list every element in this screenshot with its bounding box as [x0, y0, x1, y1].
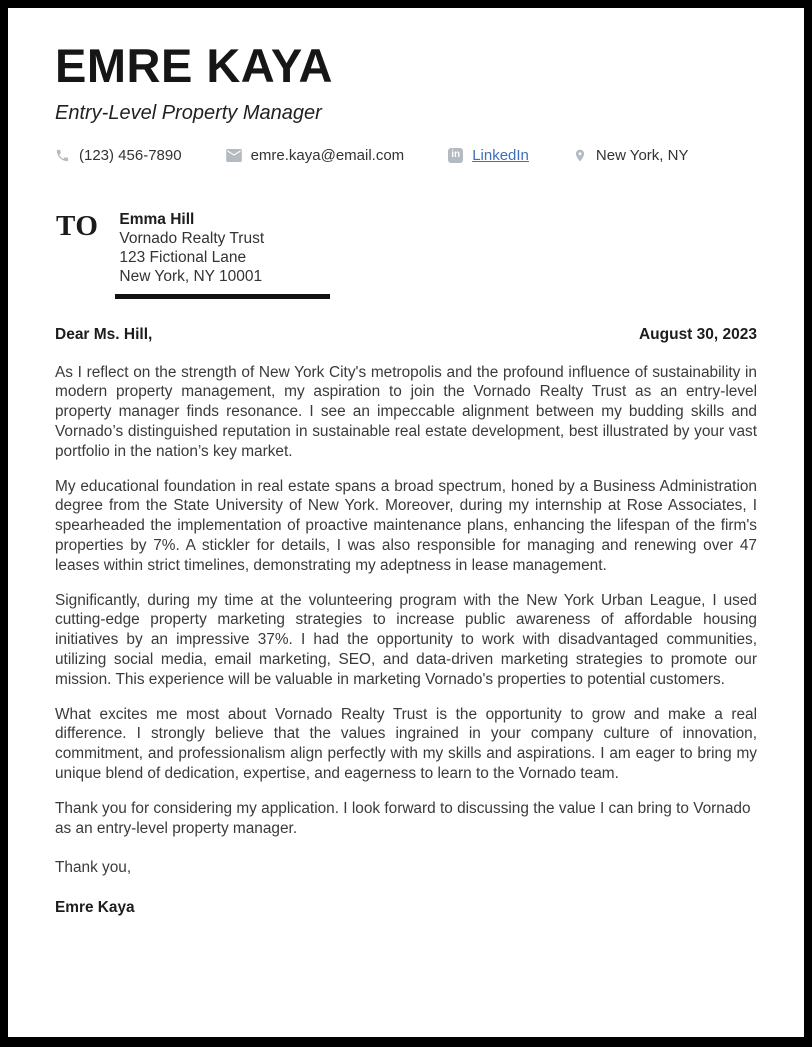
location-text: New York, NY [595, 146, 689, 164]
linkedin-icon: in [448, 148, 463, 163]
body-paragraph: Significantly, during my time at the volunteering program with the New York Urban League, I used cutting-edge property marketing strategies to increase public awareness of affordable housing initiatives by an impressive 37%. I had the opportunity to work with disadvantaged communities, utilizing social media, email marketing, SEO, and data-driven marketing strategies to promote our mission. This experience will be valuable in marketing Vornado's properties to potential customers. [55, 591, 757, 688]
address-underline-rule [115, 294, 330, 299]
letter-date: August 30, 2023 [638, 325, 757, 343]
candidate-job-title: Entry-Level Property Manager [55, 101, 322, 124]
salutation: Dear Ms. Hill, [55, 325, 153, 343]
body-paragraph: As I reflect on the strength of New York City's metropolis and the profound influence of sustainability in modern property management, my aspiration to join the Vornado Realty Trust as an entry-level property manager finds resonance. I see an impeccable alignment between my budding skills and Vornado’s distinguished reputation in sustainable real estate development, best illustrated by your vast portfolio in the nation’s key market. [55, 363, 757, 460]
contact-row [55, 147, 757, 164]
contact-location [573, 147, 689, 164]
to-label: TO [56, 209, 99, 242]
recipient-address [119, 210, 330, 299]
signature-name: Emre Kaya [55, 899, 135, 917]
email-address: emre.kaya@email.com [250, 146, 405, 164]
letter-body [55, 363, 757, 839]
contact-phone [55, 147, 182, 164]
recipient-company: Vornado Realty Trust [119, 229, 265, 247]
recipient-street: 123 Fictional Lane [119, 248, 247, 266]
closing-line: Thank you, [55, 859, 132, 877]
letter-header [55, 40, 757, 164]
envelope-icon [226, 149, 242, 162]
phone-number: (123) 456-7890 [79, 146, 182, 164]
contact-email [226, 147, 405, 164]
contact-linkedin [448, 147, 529, 164]
recipient-block [56, 210, 757, 299]
salutation-row [55, 326, 757, 344]
body-paragraph: What excites me most about Vornado Realty Trust is the opportunity to grow and make a real difference. I strongly believe that the values ingrained in your company culture of innovation, commitment, and professionalism align perfectly with my skills and aspirations. I am eager to bring my unique blend of dedication, expertise, and eagerness to learn to the Vornado team. [55, 705, 757, 783]
body-paragraph: My educational foundation in real estate spans a broad spectrum, honed by a Business Administration degree from the State University of New York. Moreover, during my internship at Rose Associates, I spearheaded the implementation of proactive maintenance plans, enhancing the lifespan of the firm's properties by 7%. A stickler for details, I was also responsible for managing and renewing over 47 leases within strict timelines, demonstrating my adeptness in lease management. [55, 477, 757, 574]
candidate-name: EMRE KAYA [55, 39, 333, 92]
recipient-city: New York, NY 10001 [119, 267, 263, 285]
linkedin-link[interactable]: LinkedIn [472, 146, 529, 164]
phone-icon [55, 148, 70, 163]
recipient-name: Emma Hill [119, 210, 195, 228]
body-paragraph: Thank you for considering my application. I look forward to discussing the value I can bring to Vornado as an entry-level property manager. [55, 799, 751, 837]
map-pin-icon [573, 147, 587, 164]
